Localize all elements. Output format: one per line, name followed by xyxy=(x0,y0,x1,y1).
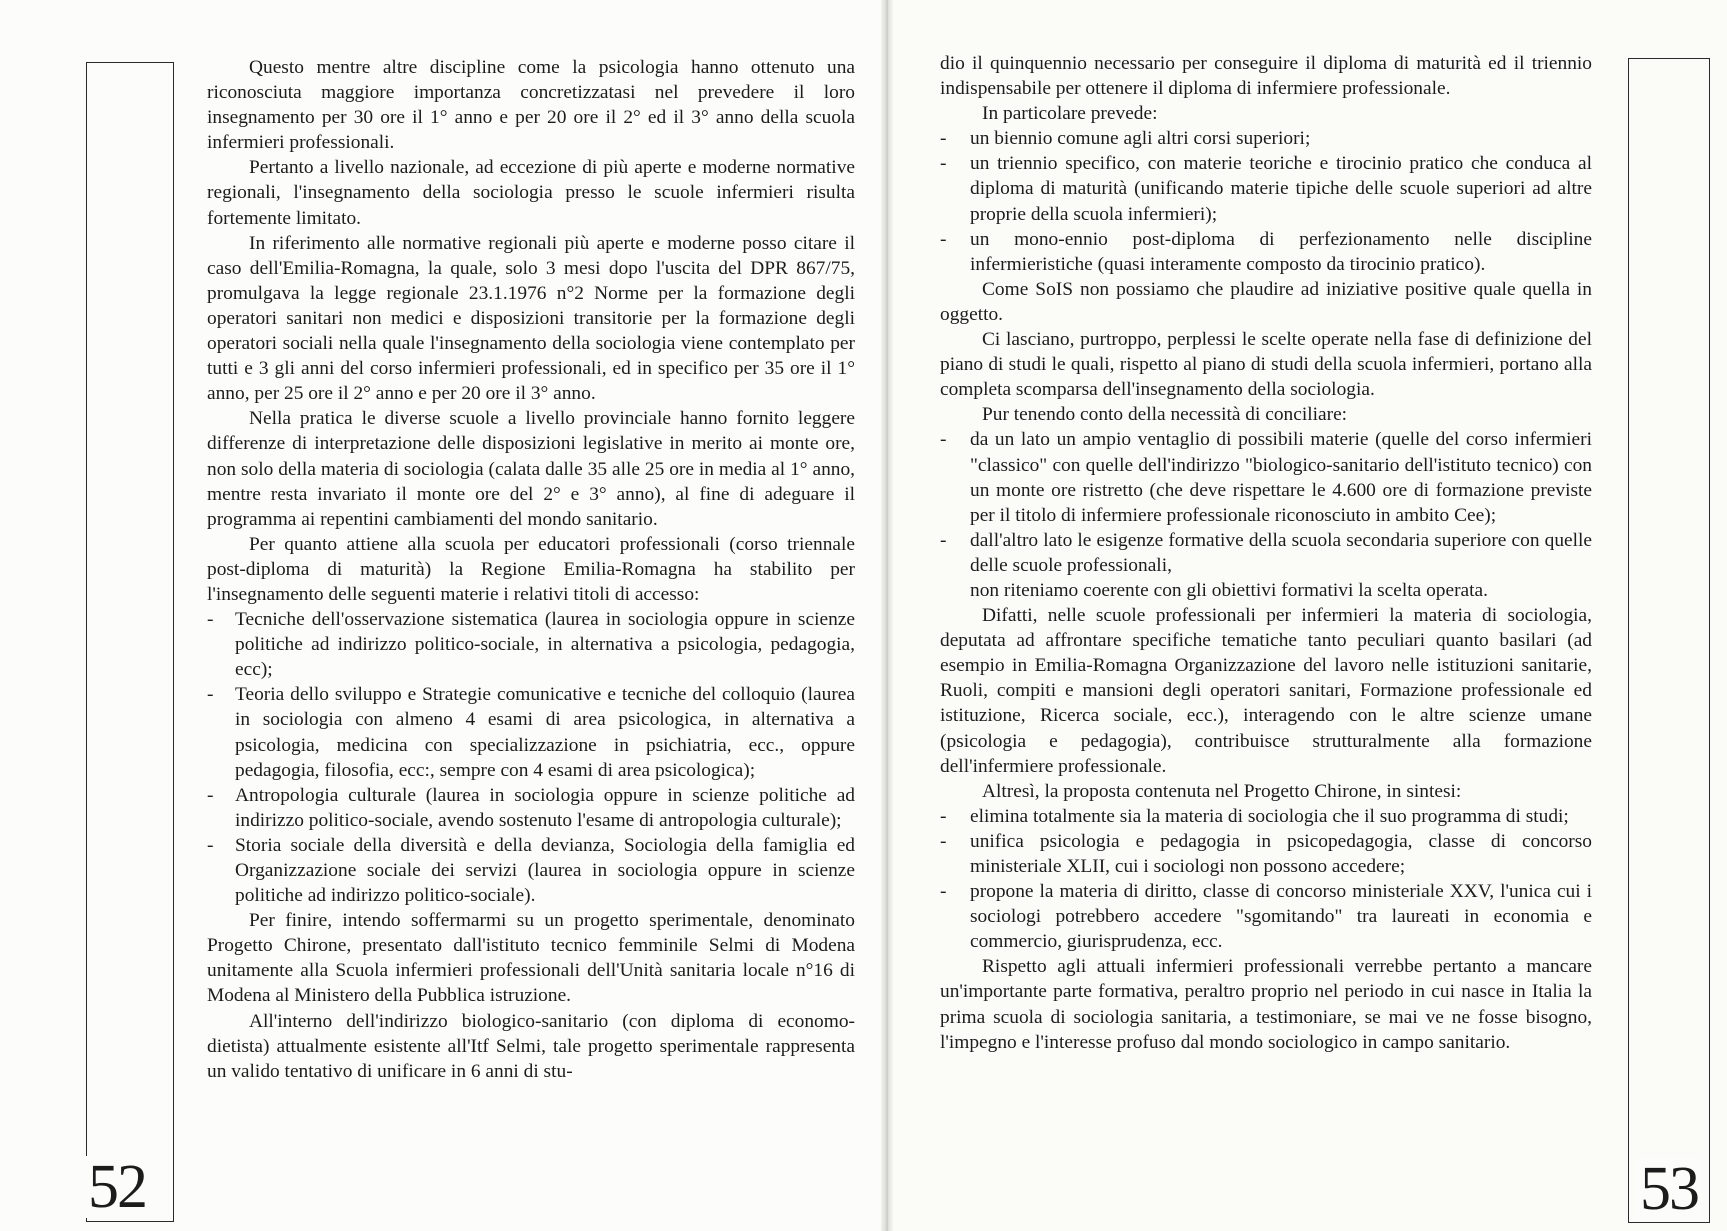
right-margin-frame xyxy=(1628,58,1710,1223)
right-text-column xyxy=(940,51,1592,1055)
paragraph: Nella pratica le diverse scuole a livello provinciale hanno fornito leggere differenze di interpretazione delle disposizioni legislative in merito ai monte ore, non solo della materia di sociologia (calata dalle 35 alle 25 ore in media al 1° anno, mentre resta invariato il monte ore del 2° e 3° anno), al fine di adeguare il programma ai repentini cambiamenti del mondo sanitario. xyxy=(207,408,855,530)
paragraph: In riferimento alle normative regionali più aperte e moderne posso citare il caso dell'Emilia-Romagna, la quale, solo 3 mesi dopo l'uscita del DPR 867/75, promulgava la legge regionale 23.1.1976 n°2 Norme per la formazione degli operatori sanitari non medici e disposizioni transitorie per la formazione degli operatori sociali nella quale l'insegnamento della sociologia viene contemplato per tutti e 3 gli anni del corso infermieri professionali, ed in specifico per 35 ore il 1° anno, per 25 ore il 2° anno e per 20 ore il 3° anno. xyxy=(207,232,855,405)
dash-bullet: - xyxy=(207,784,214,806)
dash-bullet: - xyxy=(940,805,947,827)
list-item xyxy=(940,151,1592,226)
list-item-text: dall'altro lato le esigenze formative della scuola secondaria superiore con quelle delle scuole professionali, xyxy=(970,529,1592,576)
paragraph: Pertanto a livello nazionale, ad eccezione di più aperte e moderne normative regionali, l'insegnamento della sociologia presso le scuole infermieri risulta fortemente limitato. xyxy=(207,157,855,229)
list-item-text: unifica psicologia e pedagogia in psicopedagogia, classe di concorso ministeriale XLII, cui i sociologi non possono accedere; xyxy=(970,830,1592,877)
paragraph: Per quanto attiene alla scuola per educatori professionali (corso triennale post-diploma di maturità) la Regione Emilia-Romagna ha stabilito per l'insegnamento delle seguenti materie i relativi titoli di accesso: xyxy=(207,533,855,605)
dash-bullet: - xyxy=(940,529,947,551)
paragraph: Rispetto agli attuali infermieri professionali verrebbe pertanto a mancare un'importante parte formativa, peraltro proprio nel periodo in cui nasce in Italia la prima scuola di sociologia sanitaria, a testimoniare, se mai ve ne fosse bisogno, l'impegno e l'interesse profuso dal mondo sociologico in campo sanitario. xyxy=(940,956,1592,1053)
dash-bullet: - xyxy=(940,128,947,150)
list-item xyxy=(940,879,1592,954)
list-item-text: Tecniche dell'osservazione sistematica (laurea in sociologia oppure in scienze politiche ad indirizzo politico-sociale, in alternativa a psicologia, pedagogia, ecc); xyxy=(235,609,855,681)
list-item-text: un biennio comune agli altri corsi superiori; xyxy=(970,128,1311,150)
list-item-text: propone la materia di diritto, classe di concorso ministeriale XXV, l'unica cui i sociologi potrebbero accedere "sgomitando" tra laureati in economia e commercio, giurisprudenza, ecc. xyxy=(970,881,1592,953)
list-item xyxy=(940,126,1592,151)
paragraph: All'interno dell'indirizzo biologico-sanitario (con diploma di economo-dietista) attualmente esistente all'Itf Selmi, tale progetto sperimentale rappresenta un valido tentativo di unificare in 6 anni di stu- xyxy=(207,1010,855,1082)
list-item xyxy=(207,682,855,782)
dash-bullet: - xyxy=(207,609,214,631)
paragraph: Ci lasciano, purtroppo, perplessi le scelte operate nella fase di definizione del piano di studi le quali, rispetto al piano di studi della scuola infermieri, portano alla completa scomparsa dell'insegnamento della sociologia. xyxy=(940,329,1592,401)
dash-bullet: - xyxy=(940,830,947,852)
dash-bullet: - xyxy=(207,684,214,706)
list-item xyxy=(940,227,1592,277)
paragraph: Come SoIS non possiamo che plaudire ad iniziative positive quale quella in oggetto. xyxy=(940,278,1592,325)
paragraph: In particolare prevede: xyxy=(982,103,1158,125)
page-number-right: 53 xyxy=(1636,1158,1702,1220)
left-text-column xyxy=(207,55,855,1084)
list-item-text: elimina totalmente sia la materia di sociologia che il suo programma di studi; xyxy=(970,805,1569,827)
list-item xyxy=(940,427,1592,527)
dash-bullet: - xyxy=(940,881,947,903)
paragraph: Altresì, la proposta contenuta nel Progetto Chirone, in sintesi: xyxy=(982,780,1462,802)
dash-bullet: - xyxy=(940,153,947,175)
list-item-text: Antropologia culturale (laurea in sociologia oppure in scienze politiche ad indirizzo politico-sociale, avendo sostenuto l'esame di antropologia culturale); xyxy=(235,784,855,831)
list-item-text: Teoria dello sviluppo e Strategie comunicative e tecniche del colloquio (laurea in sociologia con almeno 4 esami di area psicologica, in alternativa a psicologia, medicina con specializzazione in psichiatria, ecc., oppure pedagogia, filosofia, ecc:, sempre con 4 esami di area psicologica); xyxy=(235,684,855,781)
page-number-left: 52 xyxy=(84,1156,150,1218)
list-item-text: Storia sociale della diversità e della devianza, Sociologia della famiglia ed Organizzazione sociale dei servizi (laurea in sociologia oppure in scienze politiche ad indirizzo politico-sociale). xyxy=(235,834,855,907)
book-gutter xyxy=(881,0,893,1231)
paragraph: dio il quinquennio necessario per conseguire il diploma di maturità ed il triennio indispensabile per ottenere il diploma di infermiere professionale. xyxy=(940,53,1592,100)
list-item-text: da un lato un ampio ventaglio di possibili materie (quelle del corso infermieri "classico" con quelle dell'indirizzo "biologico-sanitario dell'istituto tecnico) con un monte ore ristretto (che deve rispettare le 4.600 ore di formazione previste per il titolo di infermiere professionale riconosciuto in ambito Cee); xyxy=(970,429,1592,526)
list-item xyxy=(940,829,1592,879)
list-item xyxy=(940,528,1592,578)
list-item-text: un mono-ennio post-diploma di perfezionamento nelle discipline infermieristiche (quasi interamente composto da tirocinio pratico). xyxy=(970,228,1592,275)
list-item-text: un triennio specifico, con materie teoriche e tirocinio pratico che conduca al diploma di maturità (unificando materie tipiche delle scuole superiori ad altre proprie della scuola infermieri); xyxy=(970,153,1592,225)
list-item xyxy=(940,804,1592,829)
dash-bullet: - xyxy=(940,228,947,250)
paragraph: Questo mentre altre discipline come la psicologia hanno ottenuto una riconosciuta maggiore importanza concretizzatasi nel prevedere il loro insegnamento per 30 ore il 1° anno e per 20 ore il 2° ed il 3° anno della scuola infermieri professionali. xyxy=(207,57,855,154)
paragraph: Per finire, intendo soffermarmi su un progetto sperimentale, denominato Progetto Chirone, presentato dall'istituto tecnico femminile Selmi di Modena unitamente alla Scuola infermieri professionali dell'Unità sanitaria locale n°16 di Modena al Ministero della Pubblica istruzione. xyxy=(207,910,855,1007)
left-margin-frame xyxy=(86,62,174,1222)
paragraph: Pur tenendo conto della necessità di conciliare: xyxy=(982,404,1348,426)
list-item xyxy=(207,607,855,682)
paragraph: Difatti, nelle scuole professionali per infermieri la materia di sociologia, deputata ad affrontare specifiche tematiche tanto peculiari quanto basilari (ad esempio in Emilia-Romagna Organizzazione del lavoro nelle istituzioni sanitarie, Ruoli, compiti e mansioni degli operatori sanitari, Formazione professionale ed istituzione, Ricerca sociale, ecc.), interagendo con le altre scienze umane (psicologia e pedagogia), contribuisce strutturalmente alla formazione dell'infermiere professionale. xyxy=(940,605,1592,777)
dash-bullet: - xyxy=(207,834,214,856)
list-item xyxy=(207,833,855,908)
list-item xyxy=(207,783,855,833)
paragraph: non riteniamo coerente con gli obiettivi formativi la scelta operata. xyxy=(970,579,1488,601)
dash-bullet: - xyxy=(940,429,947,451)
